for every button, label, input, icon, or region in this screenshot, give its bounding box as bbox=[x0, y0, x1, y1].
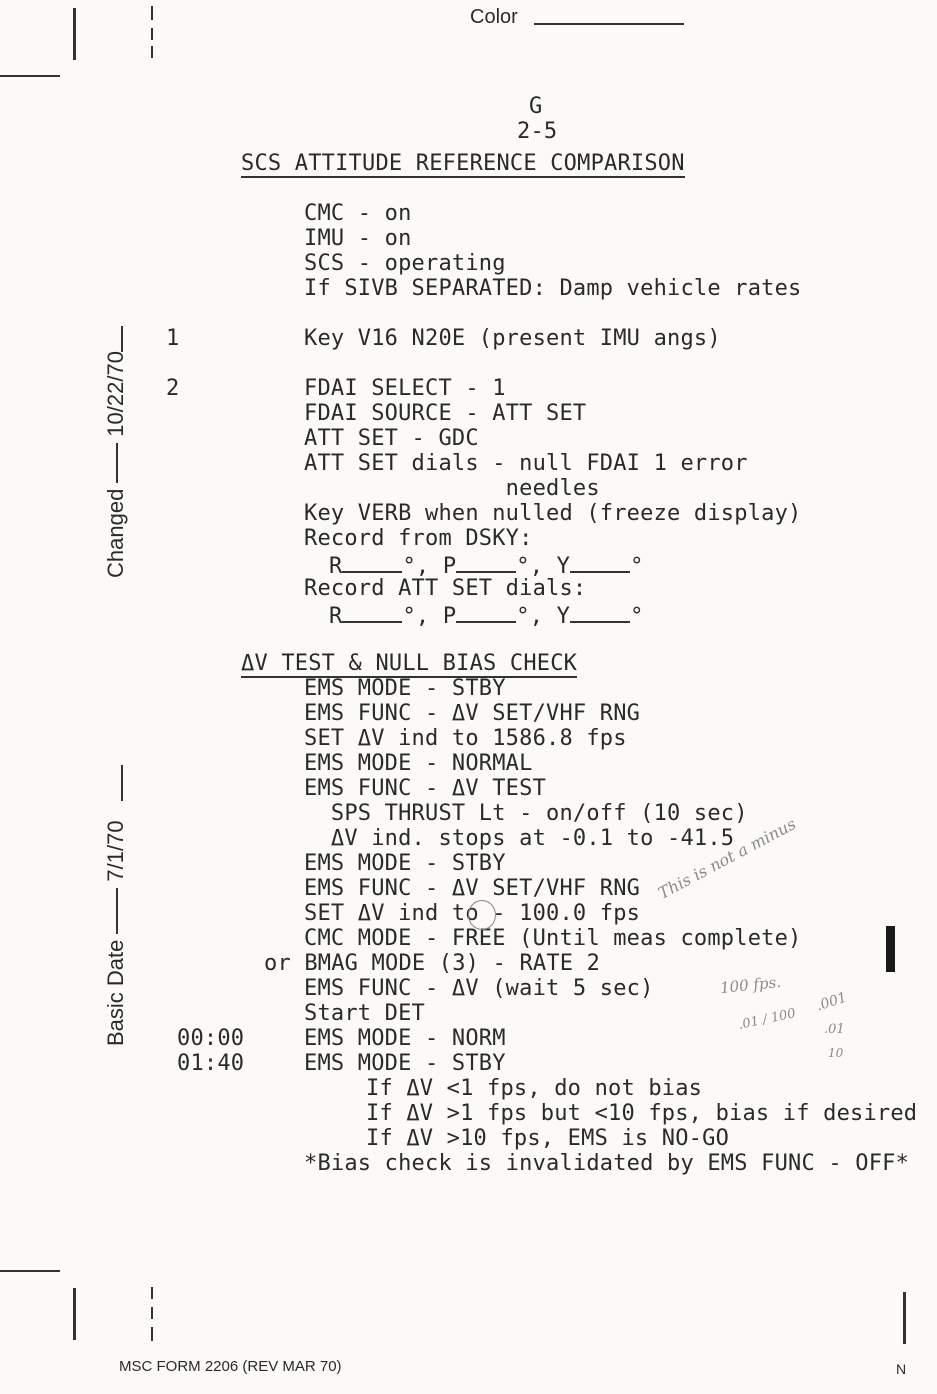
degree-mark: ° bbox=[630, 554, 644, 579]
step-line: SCS - operating bbox=[304, 251, 506, 276]
reg-mark-bottom-dash bbox=[151, 1327, 153, 1341]
angle-p-label: P bbox=[442, 604, 457, 629]
step-time: 00:00 bbox=[177, 1026, 245, 1051]
angle-sep: , bbox=[529, 604, 544, 629]
step-line: ATT SET dials - null FDAI 1 error bbox=[304, 451, 748, 476]
step-line: needles bbox=[304, 476, 600, 501]
handwritten-fps: 100 fps. bbox=[719, 972, 782, 998]
page-letter: G bbox=[529, 94, 543, 119]
angle-y-label: Y bbox=[556, 604, 571, 629]
angle-sep: , bbox=[415, 604, 430, 629]
step-line: Start DET bbox=[304, 1001, 426, 1026]
basic-date-value: 7/1/70 bbox=[103, 820, 128, 882]
angle-r-label: R bbox=[329, 604, 343, 629]
page-number: 2-5 bbox=[517, 119, 558, 144]
angle-r-blank bbox=[342, 551, 402, 573]
margin-rule-changed bbox=[121, 326, 123, 352]
angle-y-blank bbox=[570, 551, 630, 573]
step-line-or: or BMAG MODE (3) - RATE 2 bbox=[264, 951, 601, 976]
margin-rule-basic bbox=[121, 765, 123, 801]
step-line: FDAI SELECT - 1 bbox=[304, 376, 506, 401]
step-line: SET ΔV ind to - 100.0 fps bbox=[304, 901, 641, 926]
reg-mark-top-dash bbox=[151, 6, 153, 20]
handwritten-number: .001 bbox=[814, 989, 849, 1015]
angle-p-blank bbox=[456, 601, 516, 623]
step-line: CMC MODE - FREE (Until meas complete) bbox=[304, 926, 802, 951]
handwritten-number: .01 bbox=[824, 1022, 845, 1037]
step-line: EMS FUNC - ΔV SET/VHF RNG bbox=[304, 701, 641, 726]
step-line: If SIVB SEPARATED: Damp vehicle rates bbox=[304, 276, 802, 301]
condition-line: If ΔV <1 fps, do not bias bbox=[366, 1076, 703, 1101]
angle-r-label: R bbox=[329, 554, 343, 579]
step-time: 01:40 bbox=[177, 1051, 245, 1076]
section-title-scs bbox=[241, 151, 685, 176]
changed-line bbox=[116, 443, 118, 483]
angle-sep: , bbox=[415, 554, 430, 579]
angle-y-label: Y bbox=[556, 554, 571, 579]
step-line: EMS MODE - NORMAL bbox=[304, 751, 533, 776]
section-title-scs-text: SCS ATTITUDE REFERENCE COMPARISON bbox=[241, 151, 685, 176]
angle-p-blank bbox=[456, 551, 516, 573]
margin-basic-date bbox=[103, 820, 129, 1046]
step-line: ΔV ind. stops at -0.1 to -41.5 bbox=[304, 826, 735, 851]
step-line: EMS MODE - STBY bbox=[304, 676, 506, 701]
reg-mark-bottom-dash bbox=[151, 1307, 153, 1319]
angle-p-label: P bbox=[442, 554, 457, 579]
step-line: EMS FUNC - ΔV (wait 5 sec) bbox=[304, 976, 654, 1001]
corner-letter: N bbox=[896, 1361, 907, 1377]
step-line: IMU - on bbox=[304, 226, 412, 251]
reg-mark-bottom-left bbox=[73, 1288, 76, 1340]
step-line: EMS FUNC - ΔV TEST bbox=[304, 776, 547, 801]
step-line: SET ΔV ind to 1586.8 fps bbox=[304, 726, 627, 751]
degree-mark: ° bbox=[630, 604, 644, 629]
reg-mark-top-dash bbox=[151, 46, 153, 58]
handwritten-number: 10 bbox=[828, 1046, 844, 1060]
bias-note: *Bias check is invalidated by EMS FUNC - OFF* bbox=[304, 1151, 910, 1176]
step-line: FDAI SOURCE - ATT SET bbox=[304, 401, 587, 426]
color-label: Color bbox=[470, 6, 518, 28]
step-line: Key VERB when nulled (freeze display) bbox=[304, 501, 802, 526]
changed-date: 10/22/70 bbox=[103, 351, 128, 437]
reg-mark-bottom-rule bbox=[0, 1270, 60, 1272]
degree-mark: ° bbox=[516, 554, 530, 579]
form-number: MSC FORM 2206 (REV MAR 70) bbox=[119, 1358, 342, 1375]
reg-mark-top-rule bbox=[0, 75, 60, 77]
basic-date-label: Basic Date bbox=[103, 939, 128, 1046]
angle-sep: , bbox=[529, 554, 544, 579]
changed-label: Changed bbox=[103, 488, 128, 578]
color-blank-line bbox=[534, 23, 684, 25]
basic-date-line bbox=[116, 888, 118, 934]
step-line: Record from DSKY: bbox=[304, 526, 533, 551]
change-bar-mark bbox=[886, 926, 895, 972]
handwritten-note: This is not a minus bbox=[655, 814, 800, 903]
section-title-dv bbox=[241, 651, 577, 676]
step-line: CMC - on bbox=[304, 201, 412, 226]
step-line: EMS MODE - STBY bbox=[304, 851, 506, 876]
angle-record-row bbox=[329, 551, 644, 579]
step-number: 1 bbox=[166, 326, 180, 351]
condition-line: If ΔV >1 fps but <10 fps, bias if desired bbox=[366, 1101, 918, 1126]
reg-mark-bottom-right bbox=[903, 1292, 906, 1344]
degree-mark: ° bbox=[402, 604, 416, 629]
reg-mark-top-dash bbox=[151, 28, 153, 40]
angle-r-blank bbox=[342, 601, 402, 623]
step-line: EMS MODE - STBY bbox=[304, 1051, 506, 1076]
margin-changed bbox=[103, 351, 129, 578]
reg-mark-bottom-dash bbox=[151, 1287, 153, 1299]
condition-line: If ΔV >10 fps, EMS is NO-GO bbox=[366, 1126, 730, 1151]
step-line: Record ATT SET dials: bbox=[304, 576, 587, 601]
step-line: Key V16 N20E (present IMU angs) bbox=[304, 326, 721, 351]
handwritten-circle bbox=[468, 900, 496, 930]
degree-mark: ° bbox=[516, 604, 530, 629]
step-line: EMS MODE - NORM bbox=[304, 1026, 506, 1051]
degree-mark: ° bbox=[402, 554, 416, 579]
step-number: 2 bbox=[166, 376, 180, 401]
handwritten-fraction: .01 / 100 bbox=[737, 1006, 798, 1033]
section-title-dv-text: ΔV TEST & NULL BIAS CHECK bbox=[241, 651, 578, 676]
reg-mark-top-left bbox=[73, 8, 76, 60]
step-line: SPS THRUST Lt - on/off (10 sec) bbox=[304, 801, 748, 826]
angle-y-blank bbox=[570, 601, 630, 623]
angle-record-row bbox=[329, 601, 644, 629]
step-line: EMS FUNC - ΔV SET/VHF RNG bbox=[304, 876, 641, 901]
step-line: ATT SET - GDC bbox=[304, 426, 479, 451]
